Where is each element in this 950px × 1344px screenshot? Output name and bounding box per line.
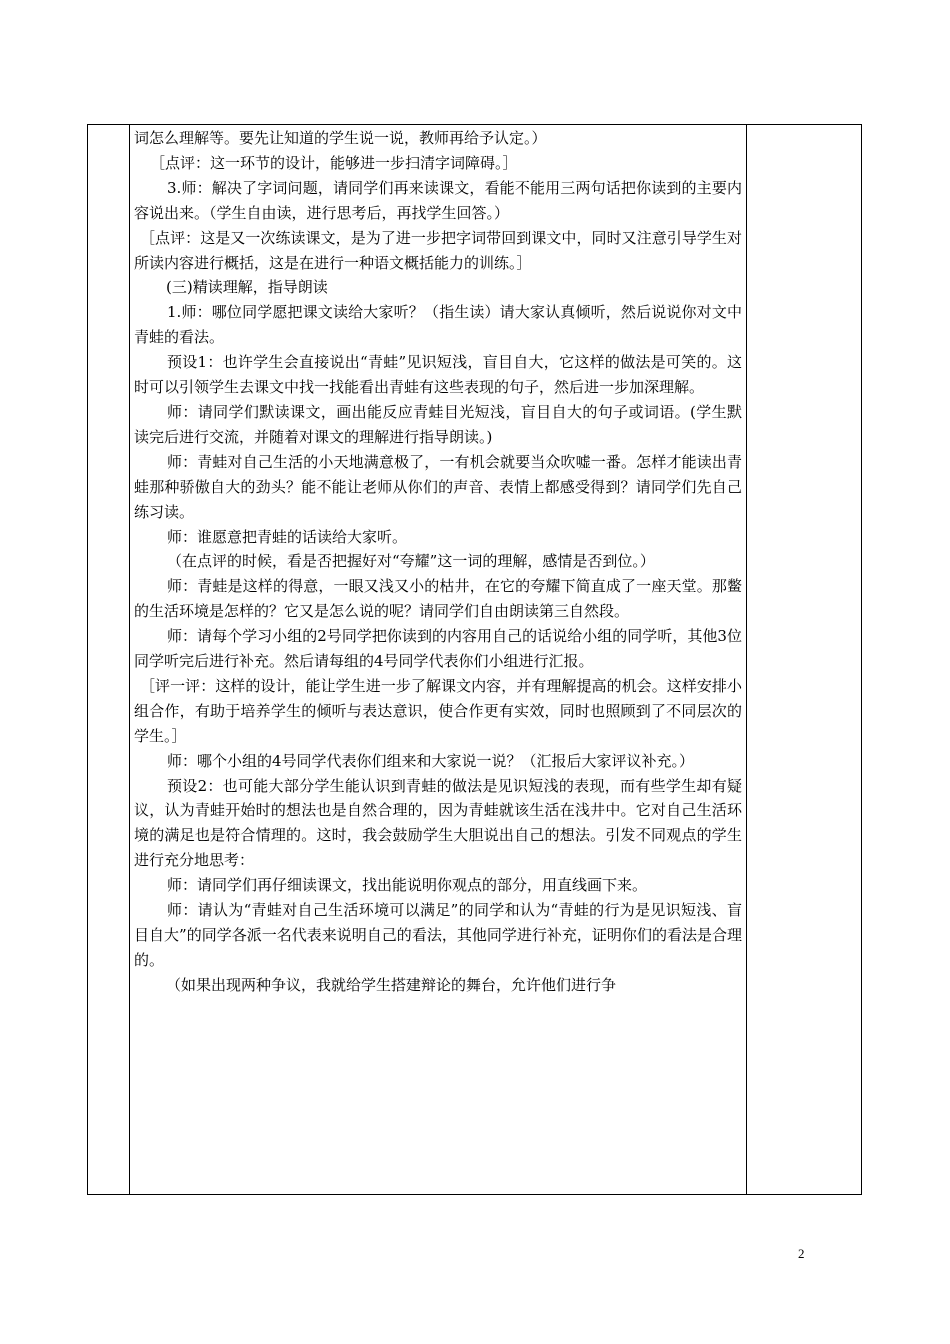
paragraph: 师：哪个小组的4号同学代表你们组来和大家说一说？（汇报后大家评议补充。） [167,751,695,770]
comment-paragraph: ［点评：这是又一次练读课文，是为了进一步把字词带回到课文中，同时又注意引导学生对所读内容进行概括，这是在进行一种语文概括能力的训练。］ [134,228,742,272]
table-column-divider-left [129,125,130,1194]
paragraph: 师：请认为“青蛙对自己生活环境可以满足”的同学和认为“青蛙的行为是见识短浅、盲目自大”的同学各派一名代表来说明自己的看法，其他同学进行补充，证明你们的看法是合理的。 [134,901,742,969]
paragraph: 1.师：哪位同学愿把课文读给大家听？（指生读）请大家认真倾听，然后说说你对文中青蛙的看法。 [134,303,742,347]
paragraph: 师：请每个学习小组的2号同学把你读到的内容用自己的话说给小组的同学听，其他3位同学听完后进行补充。然后请每组的4号同学代表你们小组进行汇报。 [134,627,742,671]
comment-paragraph: ［评一评：这样的设计，能让学生进一步了解课文内容，并有理解提高的机会。这样安排小组合作，有助于培养学生的倾听与表达意识，使合作更有实效，同时也照顾到了不同层次的学生。］ [134,676,742,745]
paragraph: （如果出现两种争议，我就给学生搭建辩论的舞台，允许他们进行争 [166,975,617,994]
paragraph: 师：青蛙对自己生活的小天地满意极了，一有机会就要当众吹嘘一番。怎样才能读出青蛙那种骄傲自大的劲头？能不能让老师从你们的声音、表情上都感受得到？请同学们先自己练习读。 [134,452,742,521]
paragraph: （在点评的时候，看是否把握好对“夸耀”这一词的理解，感情是否到位。） [167,552,655,571]
paragraph: 师：谁愿意把青蛙的话读给大家听。 [167,527,408,546]
page-number: 2 [798,1246,805,1261]
lesson-content [134,126,742,998]
paragraph: 师：青蛙是这样的得意，一眼又浅又小的枯井，在它的夸耀下简直成了一座天堂。那鳖的生活环境是怎样的？它又是怎么说的呢？请同学们自由朗读第三自然段。 [134,577,742,621]
paragraph: 词怎么理解等。要先让知道的学生说一说，教师再给予认定。） [134,129,547,147]
section-heading: (三)精读理解，指导朗读 [166,278,328,297]
paragraph: 预设2：也可能大部分学生能认识到青蛙的做法是见识短浅的表现，而有些学生却有疑议，认为青蛙开始时的想法也是自然合理的，因为青蛙就该生活在浅井中。它对自己生活环境的满足也是符合情理的。这时，我会鼓励学生大胆说出自己的想法。引发不同观点的学生进行充分地思考： [134,776,742,870]
paragraph: 师：请同学们再仔细读课文，找出能说明你观点的部分，用直线画下来。 [167,876,648,895]
paragraph: 3.师：解决了字词问题，请同学们再来读课文，看能不能用三两句话把你读到的主要内容说出来。（学生自由读，进行思考后，再找学生回答。） [134,178,742,222]
paragraph: 预设1：也许学生会直接说出“青蛙”见识短浅，盲目自大，它这样的做法是可笑的。这时可以引领学生去课文中找一找能看出青蛙有这些表现的句子，然后进一步加深理解。 [134,353,742,397]
comment-paragraph: ［点评：这一环节的设计，能够进一步扫清字词障碍。］ [150,153,518,172]
paragraph: 师：请同学们默读课文，画出能反应青蛙目光短浅，盲目自大的句子或词语。(学生默读完后进行交流，并随着对课文的理解进行指导朗读。) [134,402,742,446]
table-column-divider-right [746,125,747,1194]
